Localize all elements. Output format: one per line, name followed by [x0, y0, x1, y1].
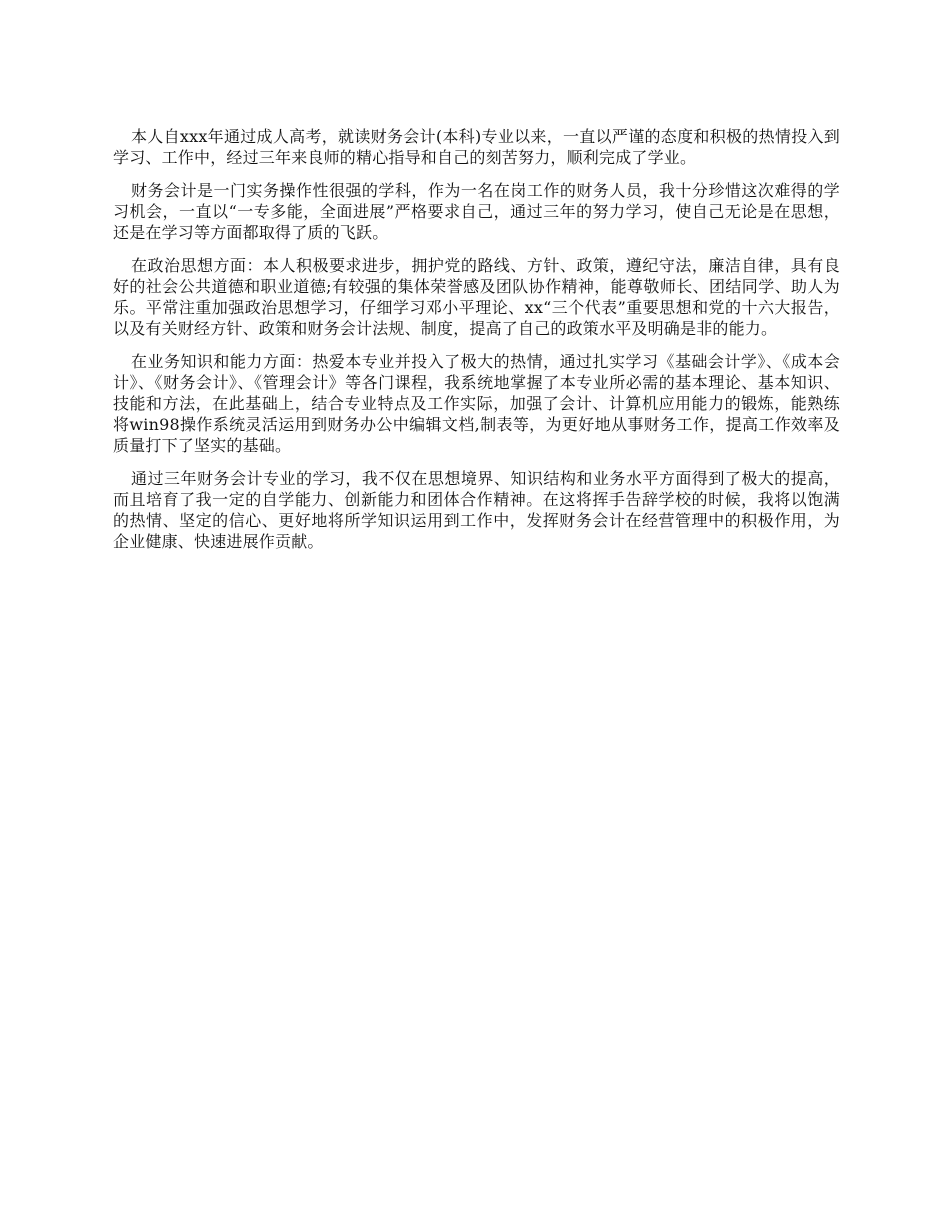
document-body — [113, 126, 840, 564]
paragraph-political-thought: 在政治思想方面：本人积极要求进步，拥护党的路线、方针、政策，遵纪守法，廉洁自律，具有良好的社会公共道德和职业道德;有较强的集体荣誉感及团队协作精神，能尊敬师长、团结同学、助人为乐。平常注重加强政治思想学习，仔细学习邓小平理论、xx“三个代表”重要思想和党的十六大报告，以及有关财经方针、政策和财务会计法规、制度，提高了自己的政策水平及明确是非的能力。 — [113, 256, 840, 338]
paragraph-intro: 本人自xxx年通过成人高考，就读财务会计(本科)专业以来，一直以严谨的态度和积极的热情投入到学习、工作中，经过三年来良师的精心指导和自己的刻苦努力，顺利完成了学业。 — [113, 127, 840, 167]
paragraph-professional-knowledge: 在业务知识和能力方面：热爱本专业并投入了极大的热情，通过扎实学习《基础会计学》、《成本会计》、《财务会计》、《管理会计》等各门课程，我系统地掌握了本专业所必需的基本理论、基本知识、技能和方法，在此基础上，结合专业特点及工作实际，加强了会计、计算机应用能力的锻炼，能熟练将win98操作系统灵活运用到财务办公中编辑文档,制表等，为更好地从事财务工作，提高工作效率及质量打下了坚实的基础。 — [113, 352, 840, 455]
paragraph-study-opportunity: 财务会计是一门实务操作性很强的学科，作为一名在岗工作的财务人员，我十分珍惜这次难得的学习机会，一直以“一专多能，全面进展”严格要求自己，通过三年的努力学习，使自己无论是在思想，还是在学习等方面都取得了质的飞跃。 — [113, 181, 840, 242]
paragraph-conclusion: 通过三年财务会计专业的学习，我不仅在思想境界、知识结构和业务水平方面得到了极大的提高，而且培育了我一定的自学能力、创新能力和团体合作精神。在这将挥手告辞学校的时候，我将以饱满的热情、坚定的信心、更好地将所学知识运用到工作中，发挥财务会计在经营管理中的积极作用，为企业健康、快速进展作贡献。 — [113, 469, 840, 551]
